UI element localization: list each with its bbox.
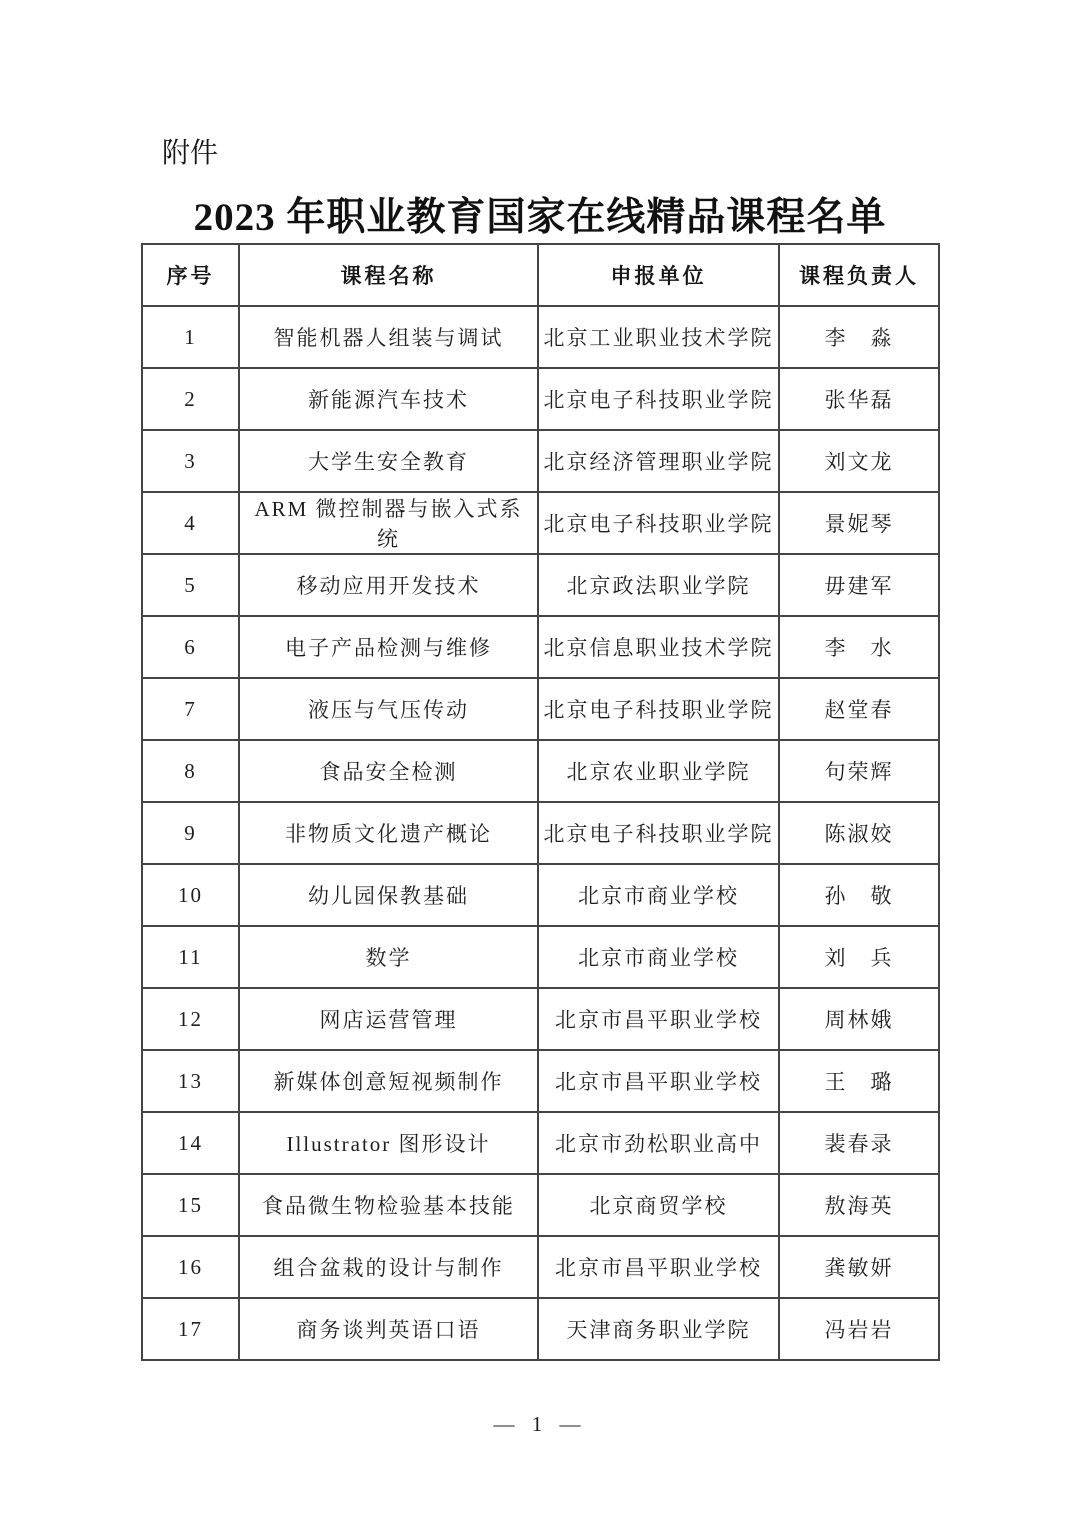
attachment-label: 附件	[162, 137, 219, 168]
row-number: 13	[142, 1050, 239, 1112]
course-leader: 刘 兵	[779, 926, 939, 988]
table-row	[142, 368, 939, 430]
course-leader: 周林娥	[779, 988, 939, 1050]
row-number: 9	[142, 802, 239, 864]
course-name: 食品微生物检验基本技能	[239, 1174, 538, 1236]
table-row	[142, 1298, 939, 1360]
applicant-unit: 北京电子科技职业学院	[538, 678, 779, 740]
course-leader: 毋建军	[779, 554, 939, 616]
course-name: 大学生安全教育	[239, 430, 538, 492]
table-row	[142, 430, 939, 492]
row-number: 17	[142, 1298, 239, 1360]
applicant-unit: 北京经济管理职业学院	[538, 430, 779, 492]
col-header-no: 序号	[142, 244, 239, 306]
course-name: Illustrator 图形设计	[239, 1112, 538, 1174]
course-leader: 孙 敬	[779, 864, 939, 926]
row-number: 8	[142, 740, 239, 802]
table-row	[142, 554, 939, 616]
applicant-unit: 北京商贸学校	[538, 1174, 779, 1236]
course-leader: 裴春录	[779, 1112, 939, 1174]
course-name: 组合盆栽的设计与制作	[239, 1236, 538, 1298]
course-leader: 李 淼	[779, 306, 939, 368]
table-row	[142, 492, 939, 554]
applicant-unit: 北京工业职业技术学院	[538, 306, 779, 368]
course-name: 幼儿园保教基础	[239, 864, 538, 926]
course-name: 非物质文化遗产概论	[239, 802, 538, 864]
applicant-unit: 北京市昌平职业学校	[538, 1236, 779, 1298]
course-leader: 龚敏妍	[779, 1236, 939, 1298]
course-leader: 冯岩岩	[779, 1298, 939, 1360]
row-number: 2	[142, 368, 239, 430]
row-number: 5	[142, 554, 239, 616]
applicant-unit: 天津商务职业学院	[538, 1298, 779, 1360]
row-number: 11	[142, 926, 239, 988]
col-header-leader: 课程负责人	[779, 244, 939, 306]
row-number: 7	[142, 678, 239, 740]
applicant-unit: 北京市昌平职业学校	[538, 1050, 779, 1112]
course-name: 网店运营管理	[239, 988, 538, 1050]
applicant-unit: 北京市商业学校	[538, 864, 779, 926]
row-number: 4	[142, 492, 239, 554]
table-row	[142, 1112, 939, 1174]
row-number: 10	[142, 864, 239, 926]
course-leader: 句荣辉	[779, 740, 939, 802]
table-row	[142, 616, 939, 678]
course-leader: 赵堂春	[779, 678, 939, 740]
row-number: 14	[142, 1112, 239, 1174]
table-row	[142, 1236, 939, 1298]
page-number: — 1 —	[493, 1412, 587, 1436]
course-name: 电子产品检测与维修	[239, 616, 538, 678]
course-name: 商务谈判英语口语	[239, 1298, 538, 1360]
course-name: 数学	[239, 926, 538, 988]
table-body	[142, 306, 939, 1360]
course-name: 液压与气压传动	[239, 678, 538, 740]
table-row	[142, 988, 939, 1050]
course-name: 新能源汽车技术	[239, 368, 538, 430]
applicant-unit: 北京信息职业技术学院	[538, 616, 779, 678]
table-header-row	[142, 244, 939, 306]
table-row	[142, 306, 939, 368]
applicant-unit: 北京市劲松职业高中	[538, 1112, 779, 1174]
table-row	[142, 926, 939, 988]
row-number: 1	[142, 306, 239, 368]
applicant-unit: 北京电子科技职业学院	[538, 492, 779, 554]
applicant-unit: 北京农业职业学院	[538, 740, 779, 802]
applicant-unit: 北京电子科技职业学院	[538, 368, 779, 430]
table-row	[142, 678, 939, 740]
course-name: 智能机器人组装与调试	[239, 306, 538, 368]
course-leader: 张华磊	[779, 368, 939, 430]
course-leader: 敖海英	[779, 1174, 939, 1236]
course-name: ARM 微控制器与嵌入式系统	[239, 492, 538, 554]
row-number: 16	[142, 1236, 239, 1298]
col-header-course: 课程名称	[239, 244, 538, 306]
course-leader: 王 璐	[779, 1050, 939, 1112]
table-row	[142, 864, 939, 926]
table-row	[142, 802, 939, 864]
table-row	[142, 740, 939, 802]
course-name: 移动应用开发技术	[239, 554, 538, 616]
applicant-unit: 北京政法职业学院	[538, 554, 779, 616]
course-name: 食品安全检测	[239, 740, 538, 802]
page-title: 2023 年职业教育国家在线精品课程名单	[193, 196, 887, 239]
row-number: 15	[142, 1174, 239, 1236]
applicant-unit: 北京电子科技职业学院	[538, 802, 779, 864]
col-header-unit: 申报单位	[538, 244, 779, 306]
course-name: 新媒体创意短视频制作	[239, 1050, 538, 1112]
course-table	[141, 243, 940, 1361]
course-leader: 陈淑姣	[779, 802, 939, 864]
applicant-unit: 北京市商业学校	[538, 926, 779, 988]
course-leader: 李 水	[779, 616, 939, 678]
row-number: 3	[142, 430, 239, 492]
applicant-unit: 北京市昌平职业学校	[538, 988, 779, 1050]
course-leader: 刘文龙	[779, 430, 939, 492]
table-row	[142, 1050, 939, 1112]
row-number: 12	[142, 988, 239, 1050]
table-row	[142, 1174, 939, 1236]
course-leader: 景妮琴	[779, 492, 939, 554]
row-number: 6	[142, 616, 239, 678]
